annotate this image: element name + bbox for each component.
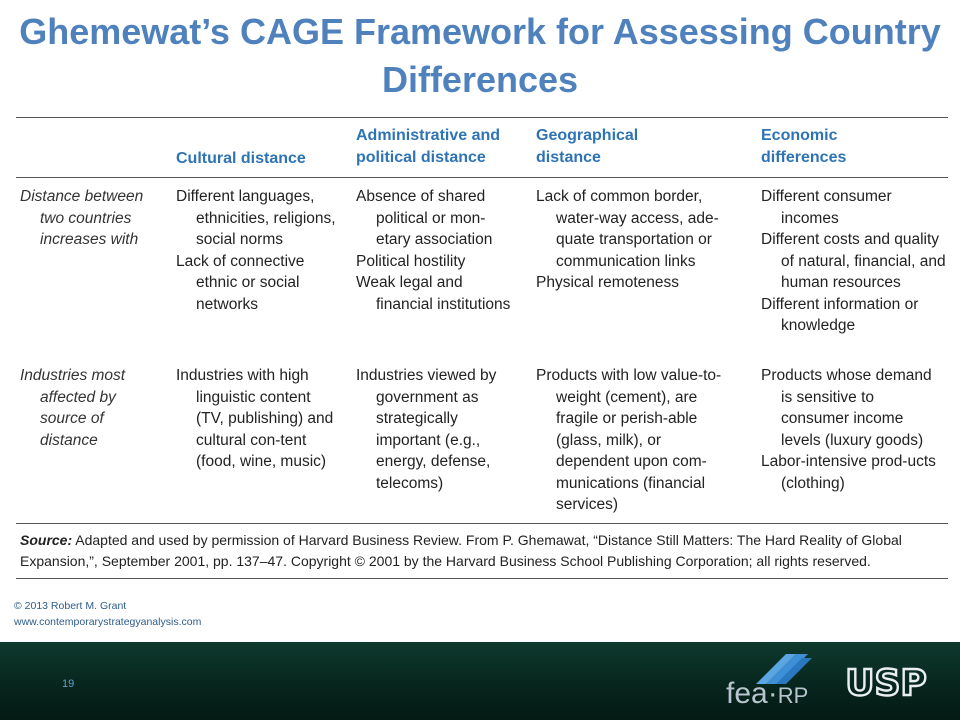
cell-distance-economic — [761, 186, 946, 337]
column-header-geographical: Geographical distance — [536, 127, 639, 166]
rp-word: RP — [777, 683, 809, 708]
list-item: Lack of common border, water-way access, ade-quate transportation or communication links — [536, 188, 719, 270]
page-number: 19 — [62, 678, 75, 690]
list-item: Political hostility — [356, 252, 466, 270]
list-item: Weak legal and financial institutions — [356, 274, 511, 313]
cell-industries-cultural — [176, 365, 341, 473]
fea-rp-logo — [724, 646, 824, 716]
list-item: Different costs and quality of natural, financial, and human resources — [761, 231, 946, 291]
cell-distance-cultural — [176, 186, 341, 315]
fea-word: fea — [726, 677, 768, 710]
list-item: Labor-intensive prod-ucts (clothing) — [761, 453, 936, 492]
list-item: Different information or knowledge — [761, 295, 919, 334]
list-item: Industries viewed by government as strategically important (e.g., energy, defense, telecoms) — [356, 367, 497, 492]
row-label-distance — [20, 186, 170, 251]
list-item: Industries with high linguistic content (TV, publishing) and cultural con-tent (food, wine, music) — [176, 367, 334, 470]
source-text: Adapted and used by permission of Harvard Business Review. From P. Ghemawat, “Distance Still Matters: The Hard Reality of Global Expansion,”, September 2001, pp. 137–47. Copyright © 2001 by the Harvard Business School Publishing Corporation; all rights reserved. — [20, 532, 902, 569]
row-label-distance-line-2: two countries — [40, 209, 132, 227]
list-item: Products with low value-to-weight (cement), are fragile or perish-able (glass, milk), or dependent upon com-munications (financial services) — [536, 367, 722, 513]
row-label-industries — [20, 365, 170, 451]
row-label-distance-line-3: increases with — [40, 231, 139, 248]
row-label-industries-line-4: distance — [40, 431, 98, 449]
table-top-rule — [16, 117, 948, 118]
usp-logo-text: USP — [845, 663, 927, 702]
list-item: Physical remoteness — [536, 274, 680, 291]
list-item: Products whose demand is sensitive to consumer income levels (luxury goods) — [761, 367, 932, 449]
list-item: Lack of connective ethnic or social networks — [176, 252, 305, 313]
cell-distance-geographical — [536, 186, 746, 294]
cell-distance-administrative — [356, 186, 511, 315]
copyright-line: © 2013 Robert M. Grant — [14, 600, 127, 612]
list-item: Absence of shared political or mon-etary association — [356, 188, 493, 248]
row-label-industries-line-1: Industries most — [20, 367, 126, 384]
cell-industries-administrative — [356, 365, 511, 494]
list-item: Different consumer incomes — [761, 188, 892, 227]
row-label-industries-line-3: source of — [40, 410, 104, 427]
table-header-rule — [16, 177, 948, 178]
row-label-industries-line-2: affected by — [40, 388, 116, 406]
column-header-administrative: Administrative and political distance — [356, 127, 501, 166]
table-source-rule — [16, 523, 948, 524]
column-header-economic: Economic differences — [761, 127, 847, 166]
fea-logo-text: fea·RP — [726, 677, 809, 710]
list-item: Different languages, ethnicities, religions, social norms — [176, 188, 336, 248]
footer-band — [0, 642, 960, 720]
table-bottom-rule — [16, 578, 948, 579]
row-label-distance-line-1: Distance between — [20, 188, 144, 205]
source-note — [20, 530, 945, 572]
cell-industries-economic — [761, 365, 946, 494]
usp-logo — [838, 660, 934, 702]
copyright-block — [14, 598, 201, 630]
column-header-cultural: Cultural distance — [176, 150, 306, 167]
website-link: www.contemporarystrategyanalysis.com — [14, 616, 202, 628]
page-title: Ghemewat’s CAGE Framework for Assessing Country Differences — [19, 11, 941, 100]
source-label: Source: — [20, 532, 73, 548]
cell-industries-geographical — [536, 365, 736, 516]
